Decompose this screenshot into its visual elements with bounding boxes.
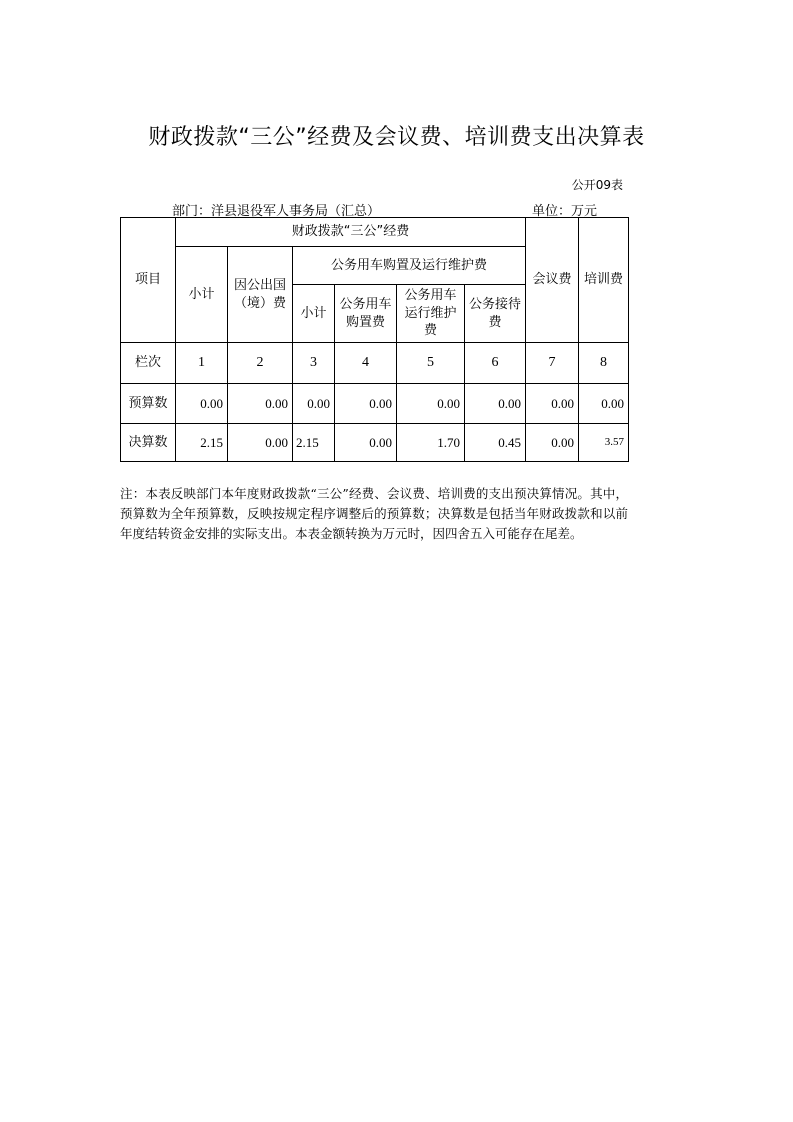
table-cell: 0.00 (465, 384, 526, 424)
footnote: 注：本表反映部门本年度财政拨款“三公”经费、会议费、培训费的支出预决算情况。其中，预算数为全年预算数，反映按规定程序调整后的预算数；决算数是包括当年财政拨款和以前年度结转资金安排的实际支出。本表金额转换为万元时，因四舍五入可能存在尾差。 (120, 486, 628, 541)
table-row (121, 343, 629, 384)
header-training: 培训费 (579, 218, 629, 343)
table-cell: 1 (176, 343, 228, 384)
table-cell: 1.70 (397, 424, 465, 462)
table-cell: 7 (526, 343, 579, 384)
page-title: 财政拨款“三公”经费及会议费、培训费支出决算表 (148, 125, 645, 150)
table-cell: 3.57 (579, 424, 629, 462)
table-cell: 0.00 (397, 384, 465, 424)
table-cell: 0.00 (176, 384, 228, 424)
department-label: 部门：洋县退役军人事务局（汇总） (172, 204, 381, 219)
header-item: 项目 (121, 218, 176, 343)
table-cell: 3 (293, 343, 335, 384)
table-cell: 0.45 (465, 424, 526, 462)
header-meeting: 会议费 (526, 218, 579, 343)
row-label: 决算数 (121, 424, 176, 462)
table-cell: 0.00 (335, 384, 397, 424)
header-vehicle-group: 公务用车购置及运行维护费 (293, 247, 526, 285)
table-cell: 0.00 (579, 384, 629, 424)
table-cell: 8 (579, 343, 629, 384)
table-cell: 2.15 (293, 424, 335, 462)
header-subtotal: 小计 (176, 247, 228, 343)
table-cell: 6 (465, 343, 526, 384)
header-vehicle-maintenance: 公务用车运行维护费 (397, 285, 465, 343)
table-cell: 0.00 (293, 384, 335, 424)
table-cell: 0.00 (228, 424, 293, 462)
table-row (121, 424, 629, 462)
table-cell: 5 (397, 343, 465, 384)
table-cell: 0.00 (526, 424, 579, 462)
table-cell: 4 (335, 343, 397, 384)
header-three-public: 财政拨款“三公”经费 (176, 218, 526, 247)
table-cell: 0.00 (228, 384, 293, 424)
row-label: 预算数 (121, 384, 176, 424)
table-cell: 0.00 (335, 424, 397, 462)
header-vehicle-purchase: 公务用车购置费 (335, 285, 397, 343)
unit-label: 单位：万元 (532, 204, 598, 219)
header-vehicle-subtotal: 小计 (293, 285, 335, 343)
table-cell: 2 (228, 343, 293, 384)
table-cell: 2.15 (176, 424, 228, 462)
row-label: 栏次 (121, 343, 176, 384)
header-abroad: 因公出国（境）费 (228, 247, 293, 343)
table-row (121, 384, 629, 424)
form-number: 公开09表 (571, 178, 623, 192)
header-reception: 公务接待费 (465, 285, 526, 343)
expenditure-table (120, 217, 629, 462)
table-cell: 0.00 (526, 384, 579, 424)
